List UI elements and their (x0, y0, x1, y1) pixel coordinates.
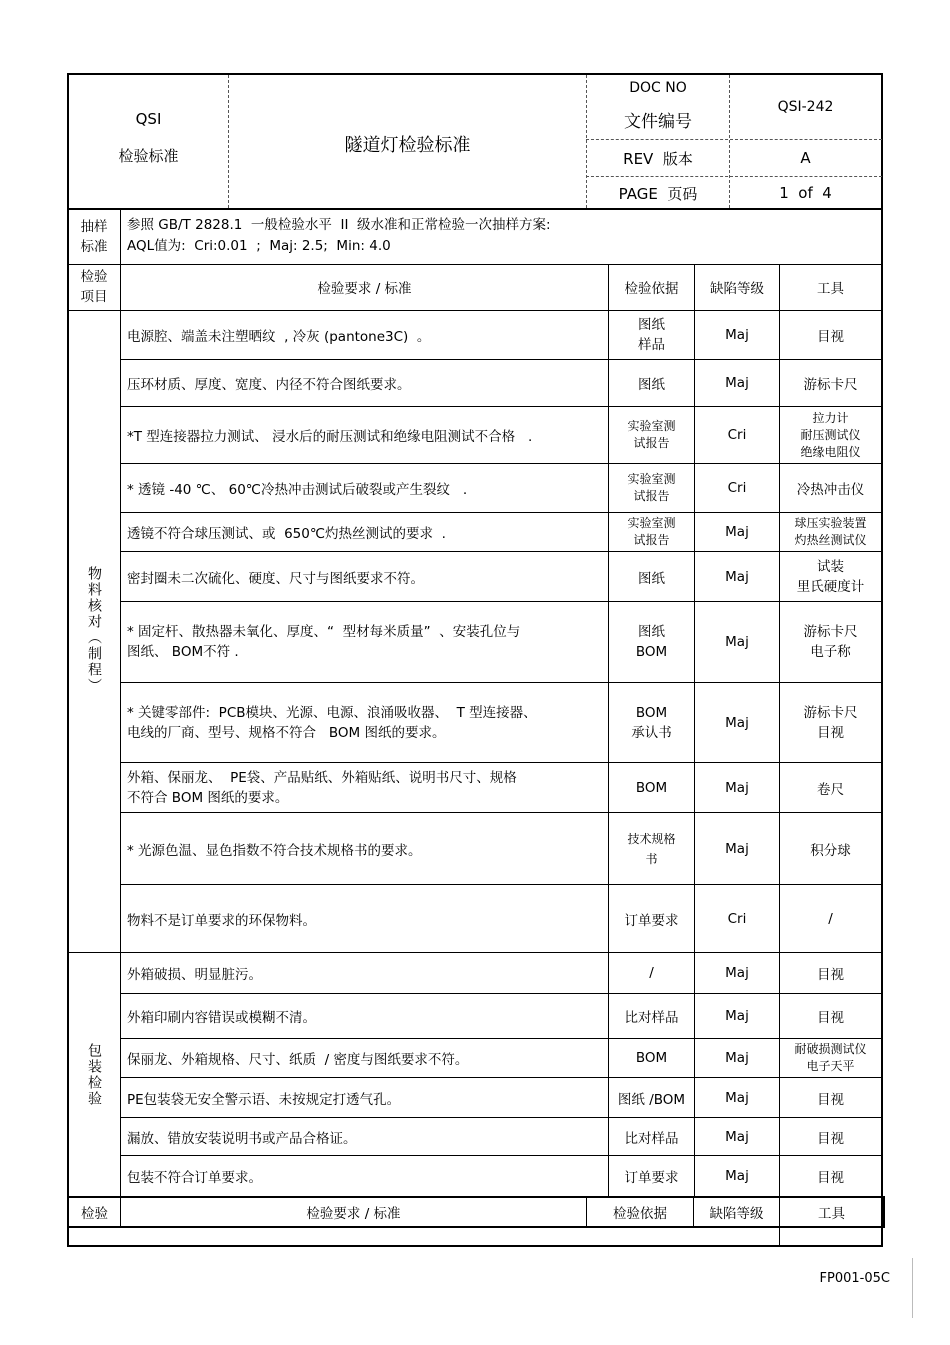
table-row-15-tool: 目视 (817, 1130, 844, 1147)
table-row-1-requirement: 压环材质、厚度、宽度、内径不符合图纸要求。 (127, 377, 411, 393)
table-row-2-basis: 实验室测 试报告 (627, 419, 676, 450)
sampling-line-1: 参照 GB/T 2828.1 一般检验水平 II 级水准和正常检验一次抽样方案: (127, 217, 551, 233)
table-row-4-basis: 实验室测 试报告 (627, 516, 676, 547)
group-label-material: 物料核对（制程） (86, 566, 102, 694)
sampling-line-2: AQL值为: Cri:0.01 ; Maj: 2.5; Min: 4.0 (127, 238, 391, 254)
table-row-4-level: Maj (725, 524, 749, 540)
table-row-9-level: Maj (725, 840, 749, 857)
form-code: FP001-05C (819, 1271, 890, 1286)
table-row-13-tool: 耐破损测试仪 电子天平 (794, 1042, 867, 1073)
table-row-8-level: Maj (725, 779, 749, 796)
table-row-14-level: Maj (725, 1089, 749, 1106)
table-row-7-tool: 游标卡尺 目视 (803, 704, 858, 741)
footer-header-basis: 检验依据 (613, 1206, 667, 1222)
revision-label: REV 版本 (623, 149, 693, 168)
table-row-8-tool: 卷尺 (817, 781, 844, 798)
table-row-11-level: Maj (725, 965, 749, 981)
table-row-0-basis: 图纸 样品 (638, 316, 665, 353)
table-row-2-tool: 拉力计 耐压测试仪 绝缘电阻仪 (800, 410, 861, 459)
table-row-12-tool: 目视 (817, 1010, 844, 1026)
doc-type-label: QSI (135, 110, 162, 128)
table-row-7-requirement: * 关键零部件: PCB模块、光源、电源、浪涌吸收器、 T 型连接器、 电线的厂商、型号、规格不符合 BOM 图纸的要求。 (127, 704, 537, 741)
table-row-10-tool: / (828, 910, 833, 927)
table-row-7-level: Maj (725, 714, 749, 731)
table-row-6-tool: 游标卡尺 电子称 (803, 624, 858, 660)
table-row-13-requirement: 保丽龙、外箱规格、尺寸、纸质 / 密度与图纸要求不符。 (127, 1052, 469, 1068)
page-label: PAGE 页码 (618, 184, 698, 203)
table-row-1-level: Maj (725, 375, 749, 391)
table-row-5-requirement: 密封圈未二次硫化、硬度、尺寸与图纸要求不符。 (127, 570, 424, 587)
table-row-12-basis: 比对样品 (624, 1010, 679, 1026)
table-row-3-basis: 实验室测 试报告 (627, 472, 676, 503)
table-row-6-requirement: * 固定杆、散热器未氧化、厚度、“ 型材每米质量” 、安装孔位与 图纸、 BOM不符 . (127, 624, 521, 660)
table-row-11-requirement: 外箱破损、明显脏污。 (127, 967, 262, 983)
table-row-6-basis: 图纸 BOM (635, 624, 668, 660)
table-row-13-level: Maj (725, 1050, 749, 1066)
table-row-5-basis: 图纸 (638, 570, 665, 587)
table-row-0-tool: 目视 (817, 328, 844, 345)
page-number: 1 of 4 (779, 184, 832, 202)
table-row-1-basis: 图纸 (638, 377, 665, 393)
table-row-9-requirement: * 光源色温、显色指数不符合技术规格书的要求。 (127, 842, 422, 859)
table-row-15-requirement: 漏放、错放安装说明书或产品合格证。 (127, 1130, 357, 1147)
table-row-3-requirement: * 透镜 -40 ℃、 60℃冷热冲击测试后破裂或产生裂纹 . (127, 482, 468, 498)
table-row-5-level: Maj (725, 568, 749, 585)
table-row-8-requirement: 外箱、保丽龙、 PE袋、产品贴纸、外箱贴纸、说明书尺寸、规格 不符合 BOM 图纸的要求。 (127, 769, 517, 806)
doc-no-value: QSI-242 (777, 99, 834, 115)
column-header-requirement: 检验要求 / 标准 (317, 281, 412, 297)
table-row-10-basis: 订单要求 (624, 912, 679, 929)
table-row-9-basis: 技术规格 书 (627, 831, 676, 866)
table-row-12-level: Maj (725, 1008, 749, 1024)
table-row-16-requirement: 包装不符合订单要求。 (127, 1170, 262, 1186)
doc-no-label: DOC NO (629, 80, 687, 96)
table-row-7-basis: BOM 承认书 (631, 704, 672, 741)
table-row-4-requirement: 透镜不符合球压测试、或 650℃灼热丝测试的要求 . (127, 526, 446, 542)
column-header-level: 缺陷等级 (710, 281, 764, 297)
table-row-4-tool: 球压实验装置 灼热丝测试仪 (794, 516, 867, 547)
sampling-label: 抽样标准 (80, 219, 108, 255)
column-header-item: 检验项目 (80, 269, 108, 305)
table-row-11-tool: 目视 (817, 967, 844, 983)
table-row-1-tool: 游标卡尺 (803, 377, 858, 393)
table-row-0-requirement: 电源腔、端盖未注塑晒纹 , 冷灰 (pantone3C) 。 (127, 328, 431, 345)
table-row-16-basis: 订单要求 (624, 1170, 679, 1186)
footer-header-requirement: 检验要求 / 标准 (306, 1206, 401, 1222)
table-row-0-level: Maj (725, 326, 749, 343)
table-row-13-basis: BOM (635, 1050, 668, 1066)
table-row-14-basis: 图纸 /BOM (617, 1091, 686, 1108)
table-row-12-requirement: 外箱印刷内容错误或模糊不清。 (127, 1010, 316, 1026)
document-title: 隧道灯检验标准 (344, 135, 471, 156)
revision-value: A (800, 149, 811, 167)
doc-no-label-cn: 文件编号 (624, 111, 692, 132)
table-row-16-tool: 目视 (817, 1170, 844, 1186)
footer-header-tool: 工具 (818, 1206, 845, 1222)
table-row-16-level: Maj (725, 1168, 749, 1184)
table-row-3-level: Cri (727, 480, 747, 496)
table-row-15-basis: 比对样品 (624, 1130, 679, 1147)
table-row-15-level: Maj (725, 1128, 749, 1145)
table-row-14-requirement: PE包装袋无安全警示语、未按规定打透气孔。 (127, 1091, 401, 1108)
table-row-10-requirement: 物料不是订单要求的环保物料。 (127, 912, 316, 929)
table-row-2-requirement: *T 型连接器拉力测试、 浸水后的耐压测试和绝缘电阻测试不合格 . (127, 429, 533, 445)
footer-header-level: 缺陷等级 (709, 1206, 764, 1222)
column-header-tool: 工具 (817, 281, 844, 297)
table-row-11-basis: / (649, 965, 654, 981)
table-row-8-basis: BOM (635, 779, 668, 796)
footer-header-item: 检验 (81, 1206, 108, 1222)
table-row-2-level: Cri (727, 427, 747, 443)
table-row-6-level: Maj (725, 634, 749, 650)
table-row-14-tool: 目视 (817, 1091, 844, 1108)
group-label-packaging: 包装检验 (86, 1043, 102, 1107)
doc-type-label-cn: 检验标准 (118, 146, 179, 165)
column-header-basis: 检验依据 (624, 281, 679, 297)
table-row-3-tool: 冷热冲击仪 (796, 482, 865, 498)
table-row-10-level: Cri (727, 910, 747, 927)
table-row-5-tool: 试装 里氏硬度计 (796, 558, 865, 595)
table-row-9-tool: 积分球 (810, 842, 851, 859)
